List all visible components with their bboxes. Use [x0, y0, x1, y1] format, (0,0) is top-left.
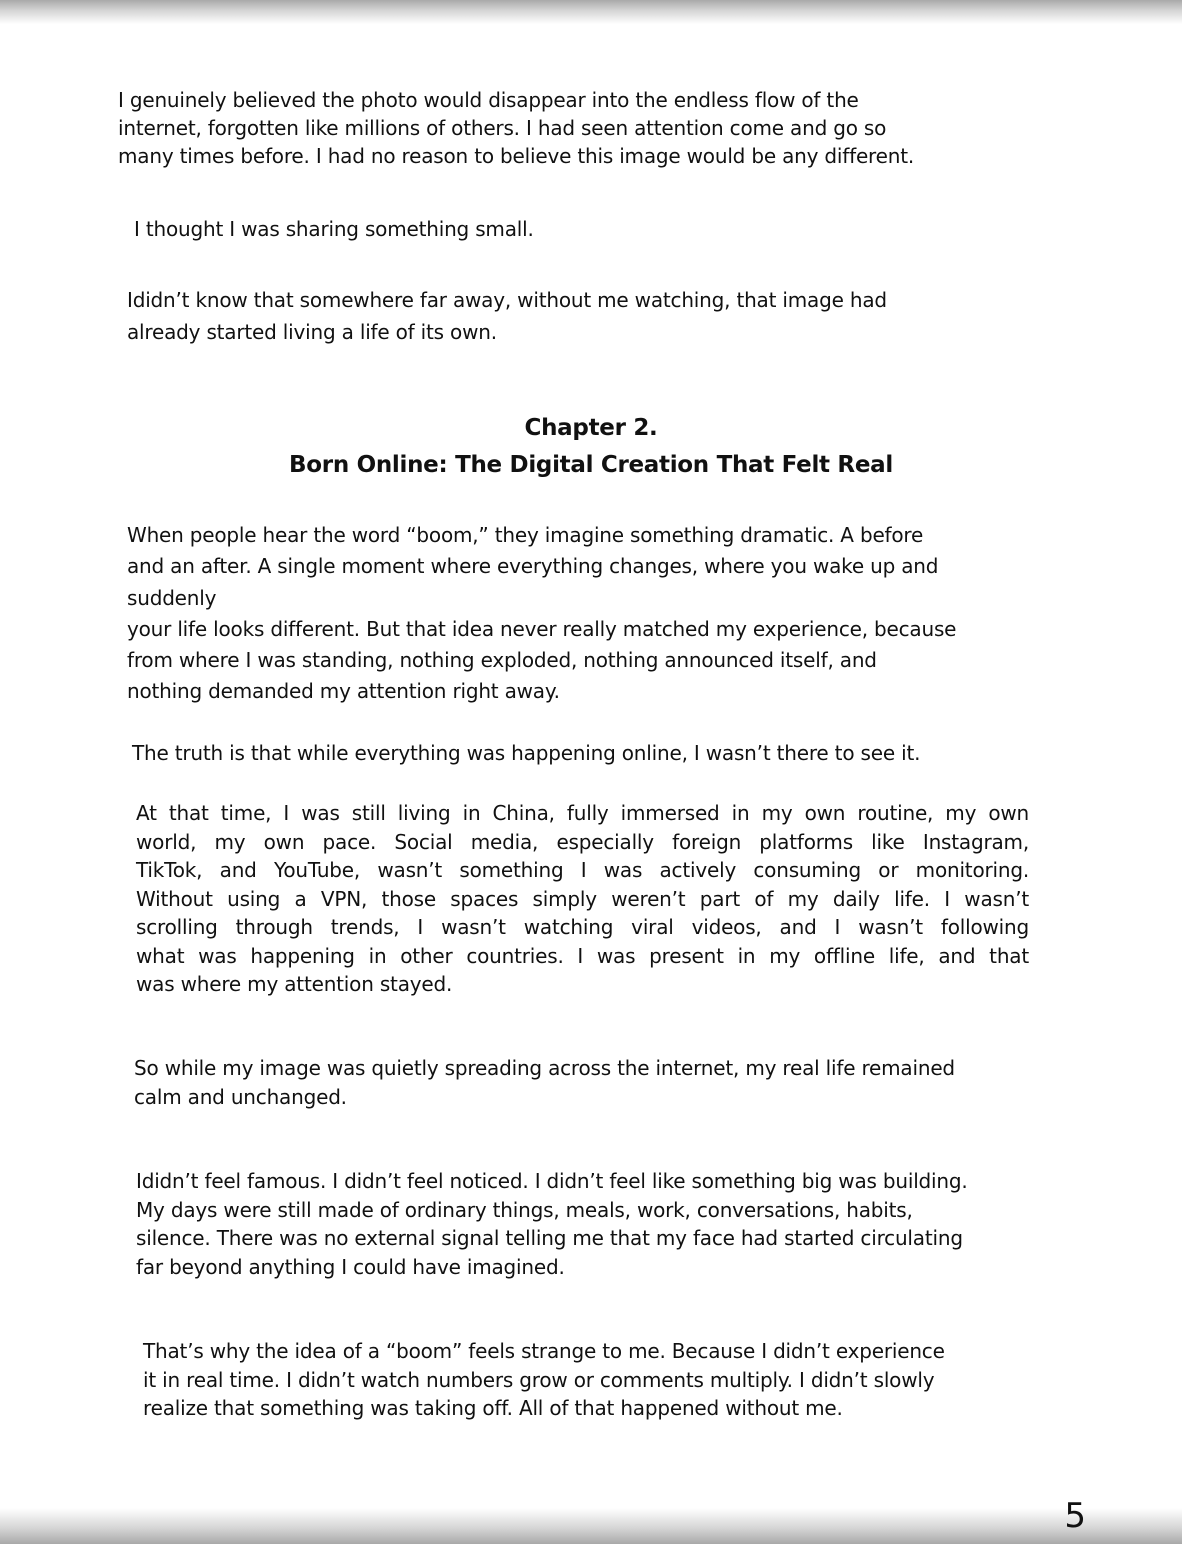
text-line: far beyond anything I could have imagined. [136, 1254, 565, 1279]
chapter-paragraph-5 [136, 1167, 968, 1281]
chapter-paragraph-3 [136, 799, 1029, 999]
paragraph-3 [127, 284, 887, 348]
text-line: world, my own pace. Social media, especially foreign platforms like Instagram, [136, 829, 1029, 854]
text-line: suddenly [127, 585, 217, 610]
text-line: internet, forgotten like millions of others. I had seen attention come and go so [118, 116, 887, 140]
text-line: So while my image was quietly spreading across the internet, my real life remained [134, 1056, 955, 1080]
text-line: it in real time. I didn’t watch numbers grow or comments multiply. I didn’t slowly [143, 1367, 935, 1392]
text-line: That’s why the idea of a “boom” feels strange to me. Because I didn’t experience [143, 1339, 945, 1363]
text-line: what was happening in other countries. I was present in my offline life, and that [136, 943, 1029, 968]
text-line: Ididn’t feel famous. I didn’t feel noticed. I didn’t feel like something big was building. [136, 1169, 968, 1193]
text-line: and an after. A single moment where everything changes, where you wake up and [127, 554, 939, 579]
text-line: scrolling through trends, I wasn’t watching viral videos, and I wasn’t following [136, 915, 1029, 939]
chapter-paragraph-1 [127, 520, 956, 708]
text-line: many times before. I had no reason to believe this image would be any different. [118, 144, 915, 168]
text-line: realize that something was taking off. All of that happened without me. [143, 1396, 843, 1420]
text-line: your life looks different. But that idea never really matched my experience, because [127, 616, 957, 641]
text-line: from where I was standing, nothing exploded, nothing announced itself, and [127, 648, 877, 673]
text-line: I genuinely believed the photo would disappear into the endless flow of the [118, 88, 859, 112]
paragraph-1 [118, 86, 914, 170]
text-line: At that time, I was still living in China, fully immersed in my own routine, my own [136, 801, 1029, 825]
chapter-number: Chapter 2. [524, 415, 658, 441]
text-line: When people hear the word “boom,” they imagine something dramatic. A before [127, 523, 924, 547]
chapter-paragraph-2 [132, 739, 920, 767]
text-line: already started living a life of its own. [127, 320, 497, 344]
text-line: TikTok, and YouTube, wasn’t something I was actively consuming or monitoring. [136, 858, 1029, 882]
paragraph-2 [134, 215, 534, 243]
text-line: Ididn’t know that somewhere far away, without me watching, that image had [127, 288, 887, 312]
text-line: Without using a VPN, those spaces simply weren’t part of my daily life. I wasn’t [136, 886, 1029, 911]
viewer-top-shadow [0, 0, 1182, 24]
text-line: nothing demanded my attention right away. [127, 679, 560, 704]
text-line: calm and unchanged. [134, 1084, 347, 1109]
viewer-bottom-shadow [0, 1508, 1182, 1544]
text-line: I thought I was sharing something small. [134, 217, 534, 241]
chapter-title: Born Online: The Digital Creation That Felt Real [289, 452, 893, 478]
text-line: was where my attention stayed. [136, 972, 453, 996]
chapter-paragraph-4 [134, 1054, 955, 1111]
text-line: silence. There was no external signal telling me that my face had started circulating [136, 1226, 963, 1250]
page-number: 5 [1064, 1496, 1086, 1536]
text-line: The truth is that while everything was happening online, I wasn’t there to see it. [132, 741, 921, 765]
chapter-paragraph-6 [143, 1337, 945, 1423]
text-line: My days were still made of ordinary things, meals, work, conversations, habits, [136, 1197, 913, 1222]
